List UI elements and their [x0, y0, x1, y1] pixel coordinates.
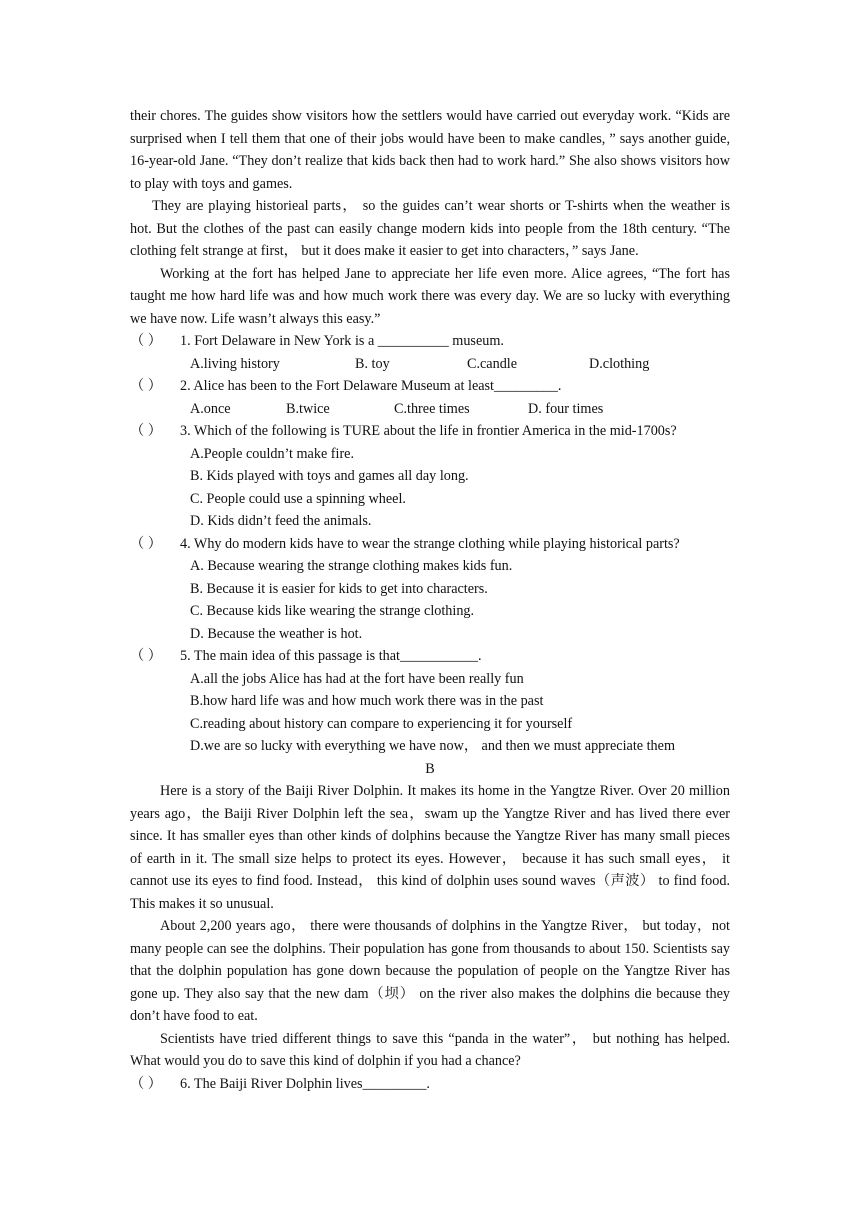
option-d: D.clothing [589, 355, 650, 372]
option-c: C. People could use a spinning wheel. [190, 490, 406, 507]
option-d: D. four times [528, 400, 604, 417]
answer-blank[interactable]: （ ） [130, 333, 162, 349]
option-b: B.how hard life was and how much work there was in the past [190, 693, 544, 709]
option-d: D. Kids didn’t feed the animals. [190, 513, 372, 529]
passage-a-paragraph-2: They are playing historieal parts， so the guides can’t wear shorts or T-shirts when the weather is hot. But the clothes of the past can easily change modern kids into people from the 18th century. “The clothing felt strange at first， but it does make it easier to get into characters，” says Jane. [130, 198, 730, 259]
question-1 [130, 330, 730, 353]
question-1-options [190, 353, 730, 376]
answer-blank[interactable]: （ ） [130, 648, 162, 664]
option-c: C.reading about history can compare to experiencing it for yourself [190, 715, 573, 732]
answer-blank[interactable]: （ ） [130, 378, 162, 394]
answer-blank[interactable]: （ ） [130, 1075, 162, 1092]
question-stem: 4. Why do modern kids have to wear the strange clothing while playing historical parts? [180, 535, 680, 552]
question-2-options [190, 398, 730, 421]
document-page [130, 105, 730, 1095]
question-stem: 6. The Baiji River Dolphin lives_________. [180, 1075, 430, 1092]
option-d: D.we are so lucky with everything we have now， and then we must appreciate them [190, 738, 675, 754]
question-3 [130, 420, 730, 443]
question-stem: 2. Alice has been to the Fort Delaware Museum at least_________. [180, 378, 562, 394]
option-b: B.twice [286, 400, 330, 417]
answer-blank[interactable]: （ ） [130, 535, 162, 552]
answer-blank[interactable]: （ ） [130, 423, 162, 439]
passage-b-paragraph-3: Scientists have tried different things to save this “panda in the water”， but nothing has helped. What would you do to save this kind of dolphin if you had a chance? [130, 1030, 730, 1069]
option-a: A. Because wearing the strange clothing makes kids fun. [190, 558, 513, 574]
option-b: B. toy [355, 355, 390, 372]
option-a: A.living history [190, 355, 280, 372]
question-stem: 3. Which of the following is TURE about the life in frontier America in the mid-1700s? [180, 423, 677, 439]
option-c: C.candle [467, 355, 518, 372]
question-stem: 1. Fort Delaware in New York is a __________ museum. [180, 333, 504, 349]
option-a: A.all the jobs Alice has had at the fort have been really fun [190, 670, 524, 687]
option-b: B. Because it is easier for kids to get into characters. [190, 580, 488, 597]
option-c: C.three times [394, 400, 470, 417]
question-stem: 5. The main idea of this passage is that___________. [180, 648, 482, 664]
option-a: A.People couldn’t make fire. [190, 445, 355, 462]
option-c: C. Because kids like wearing the strange clothing. [190, 603, 475, 619]
question-5 [130, 645, 730, 668]
option-d: D. Because the weather is hot. [190, 625, 363, 642]
passage-a-paragraph-3: Working at the fort has helped Jane to appreciate her life even more. Alice agrees, “The fort has taught me how hard life was and how much work there was every day. We are so lucky with everything we have now. Life wasn’t always this easy.” [130, 265, 730, 327]
question-2 [130, 375, 730, 398]
passage-b-paragraph-2: About 2,200 years ago， there were thousands of dolphins in the Yangtze River， but today，not many people can see the dolphins. Their population has gone from thousands to about 150. Scientists say that the dolphin population has gone down because the population of people on the Yangtze River has gone up. They also say that the new dam（坝） on the river also makes the dolphins die because they don’t have food to eat. [130, 918, 730, 1024]
question-6 [130, 1073, 730, 1096]
passage-a-paragraph-1: their chores. The guides show visitors how the settlers would have carried out everyday work. “Kids are surprised when I tell them that one of their jobs would have been to make candles, ” says another guide, 16-year-old Jane. “They don’t realize that kids back then had to work hard.” She also shows visitors how to play with toys and games. [130, 108, 730, 192]
section-heading: B [425, 760, 435, 777]
option-a: A.once [190, 400, 231, 417]
question-4 [130, 533, 730, 556]
option-b: B. Kids played with toys and games all day long. [190, 468, 469, 484]
passage-b-paragraph-1: Here is a story of the Baiji River Dolphin. It makes its home in the Yangtze River. Over 20 million years ago，the Baiji River Dolphin left the sea，swam up the Yangtze River and has lived there ever since. It has smaller eyes than other kinds of dolphins because the Yangtze River has many small pieces of earth in it. The small size helps to protect its eyes. However， because it has such small eyes， it cannot use its eyes to find food. Instead， this kind of dolphin uses sound waves（声波） to find food. This makes it so unusual. [130, 783, 730, 912]
